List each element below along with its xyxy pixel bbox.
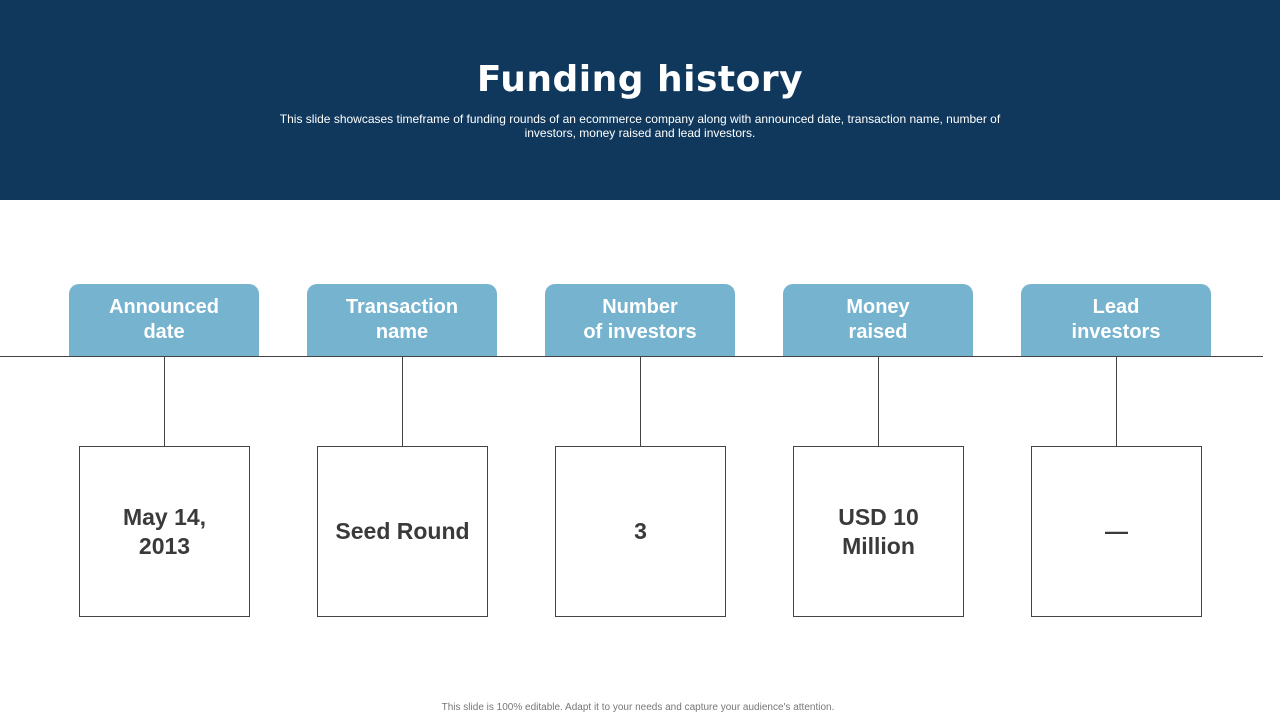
column-header-label: Lead investors [1071, 296, 1161, 343]
value-card-transaction-name [317, 446, 488, 617]
connector-line [878, 357, 879, 446]
connector-line [1116, 357, 1117, 446]
connector-line [402, 357, 403, 446]
column-header-label: Number of investors [583, 296, 697, 343]
column-header-announced-date [69, 284, 259, 356]
column-header-label: Money raised [846, 296, 910, 343]
value-text: May 14, 2013 [122, 503, 207, 559]
header-banner [0, 0, 1280, 200]
column-header-label: Transaction name [345, 296, 459, 343]
value-card-lead-investors [1031, 446, 1202, 617]
column-header-money-raised [783, 284, 973, 356]
slide-subtitle: This slide showcases timeframe of funding rounds of an ecommerce company along with announced date, transaction name, number of investors, money raised and lead investors. [279, 112, 1001, 140]
value-text: 3 [634, 518, 647, 544]
column-header-lead-investors [1021, 284, 1211, 356]
value-card-announced-date [79, 446, 250, 617]
value-card-number-of-investors [555, 446, 726, 617]
slide-title: Funding history [476, 59, 804, 100]
column-header-label: Announced date [109, 296, 219, 343]
footer-note: This slide is 100% editable. Adapt it to your needs and capture your audience's attention. [441, 702, 835, 713]
connector-line [164, 357, 165, 446]
value-text: Seed Round [335, 518, 470, 544]
column-header-transaction-name [307, 284, 497, 356]
connector-line [640, 357, 641, 446]
value-card-money-raised [793, 446, 964, 617]
timeline-line [0, 356, 1263, 357]
value-text: — [1105, 518, 1128, 544]
value-text: USD 10 Million [838, 503, 919, 559]
column-header-number-of-investors [545, 284, 735, 356]
